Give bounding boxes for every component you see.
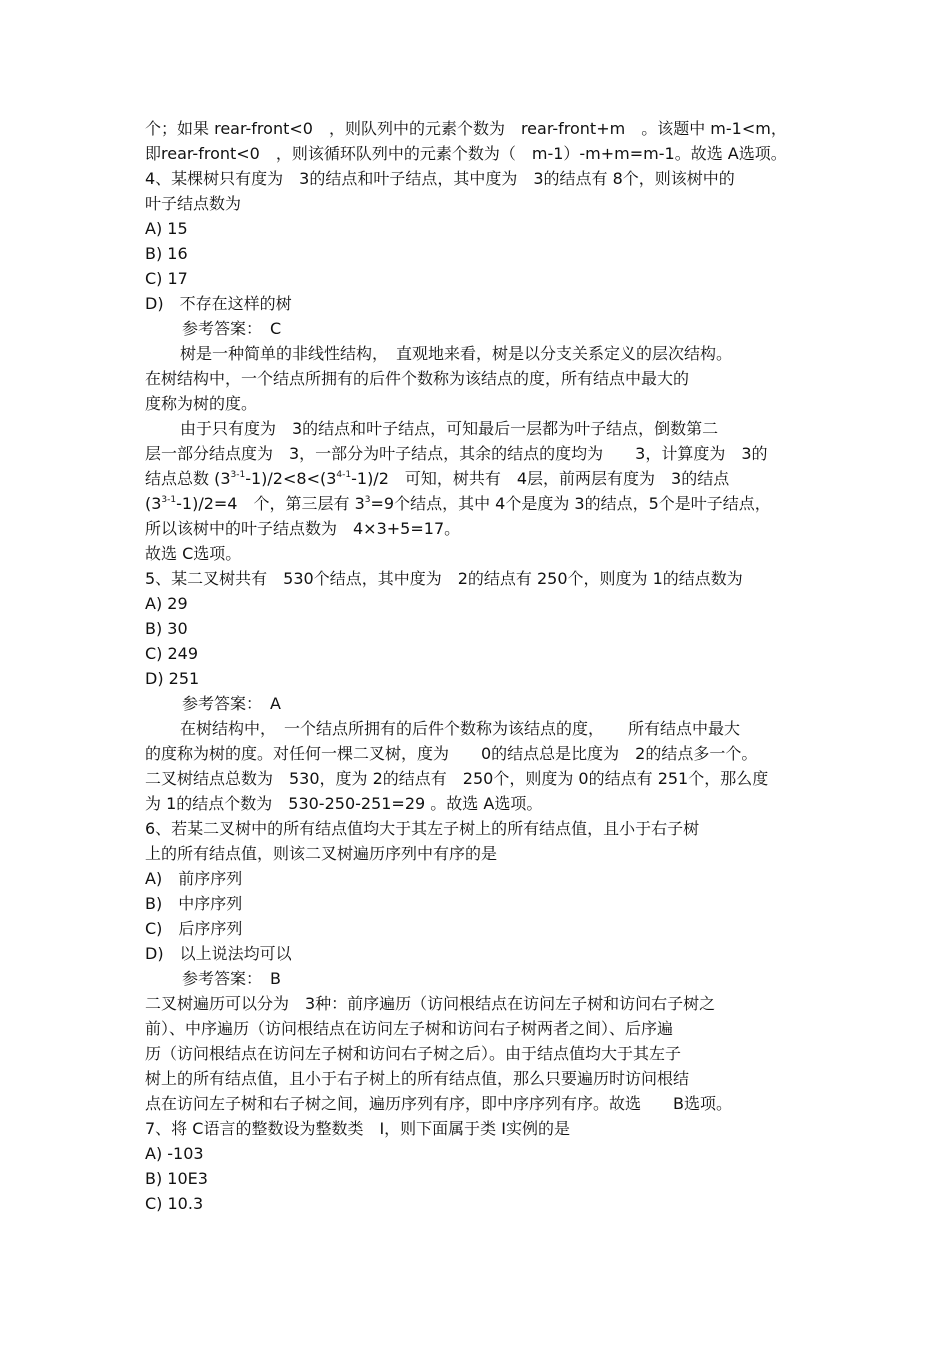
explanation-formula-line: 结点总数 $(3^{3-1}-1)/2<8<(3^{4-1}-1)/2$ 可知，树共有 4层，前两层有度为 3的结点 (145, 469, 730, 488)
explanation-line: 所以该树中的叶子结点数为 4×3+5=17。 (145, 519, 461, 538)
option-c: C) 249 (145, 644, 199, 663)
question-5-stem: 5、某二叉树共有 530个结点，其中度为 2的结点有 250个，则度为 1的结点数为 (145, 569, 743, 588)
option-b: B) 10E3 (145, 1169, 208, 1188)
explanation-formula-line: $(3^{3-1}-1)/2=4$ 个，第三层有 $3^3=9$个结点，其中 4个是度为 3的结点，5个是叶子结点， (145, 494, 771, 513)
explanation-line: 历（访问根结点在访问左子树和访问右子树之后）。由于结点值均大于其左子 (145, 1044, 682, 1063)
explanation-line: 层一部分结点度为 3，一部分为叶子结点，其余的结点的度均为 3，计算度为 3的 (145, 444, 768, 463)
reference-answer: 参考答案： C (182, 319, 282, 338)
explanation-line: 为 1的结点个数为 530-250-251=29 。故选 A选项。 (145, 794, 543, 813)
text-line: 个；如果 rear-front<0 ，则队列中的元素个数为 rear-front+m 。该题中 m-1<m， (145, 119, 787, 138)
explanation-line: 故选 C选项。 (145, 544, 242, 563)
option-a: A) 前序序列 (145, 869, 243, 888)
text-line: 即rear-front<0 ，则该循环队列中的元素个数为（ m-1）-m+m=m-1。故选 A选项。 (145, 144, 787, 163)
explanation-line: 点在访问左子树和右子树之间，遍历序列有序，即中序序列有序。故选 B选项。 (145, 1094, 732, 1113)
option-a: A) 15 (145, 219, 188, 238)
reference-answer: 参考答案： A (182, 694, 281, 713)
question-4-stem: 4、某棵树只有度为 3的结点和叶子结点，其中度为 3的结点有 8个，则该树中的 (145, 169, 735, 188)
explanation-line: 由于只有度为 3的结点和叶子结点，可知最后一层都为叶子结点，倒数第二 (180, 419, 719, 438)
reference-answer: 参考答案： B (182, 969, 281, 988)
option-b: B) 中序序列 (145, 894, 243, 913)
explanation-line: 在树结构中，一个结点所拥有的后件个数称为该结点的度，所有结点中最大的 (145, 369, 690, 388)
option-c: C) 17 (145, 269, 188, 288)
question-6-stem: 6、若某二叉树中的所有结点值均大于其左子树上的所有结点值，且小于右子树 (145, 819, 700, 838)
explanation-line: 树是一种简单的非线性结构， 直观地来看，树是以分支关系定义的层次结构。 (180, 344, 733, 363)
explanation-line: 二叉树结点总数为 530，度为 2的结点有 250个，则度为 0的结点有 251个，那么度 (145, 769, 769, 788)
question-7-stem: 7、将 C语言的整数设为整数类 I，则下面属于类 I实例的是 (145, 1119, 570, 1138)
option-b: B) 16 (145, 244, 188, 263)
explanation-line: 在树结构中， 一个结点所拥有的后件个数称为该结点的度， 所有结点中最大 (180, 719, 741, 738)
explanation-line: 树上的所有结点值，且小于右子树上的所有结点值，那么只要遍历时访问根结 (145, 1069, 690, 1088)
explanation-line: 二叉树遍历可以分为 3种：前序遍历（访问根结点在访问左子树和访问右子树之 (145, 994, 716, 1013)
option-d: D) 以上说法均可以 (145, 944, 292, 963)
option-b: B) 30 (145, 619, 188, 638)
question-6-stem: 上的所有结点值，则该二叉树遍历序列中有序的是 (145, 844, 498, 863)
option-d: D) 不存在这样的树 (145, 294, 292, 313)
option-c: C) 10.3 (145, 1194, 204, 1213)
explanation-line: 度称为树的度。 (145, 394, 258, 413)
option-a: A) 29 (145, 594, 188, 613)
question-4-stem: 叶子结点数为 (145, 194, 242, 213)
option-d: D) 251 (145, 669, 200, 688)
option-c: C) 后序序列 (145, 919, 243, 938)
explanation-line: 的度称为树的度。对任何一棵二叉树，度为 0的结点总是比度为 2的结点多一个。 (145, 744, 758, 763)
option-a: A) -103 (145, 1144, 204, 1163)
explanation-line: 前）、中序遍历（访问根结点在访问左子树和访问右子树两者之间）、后序遍 (145, 1019, 674, 1038)
